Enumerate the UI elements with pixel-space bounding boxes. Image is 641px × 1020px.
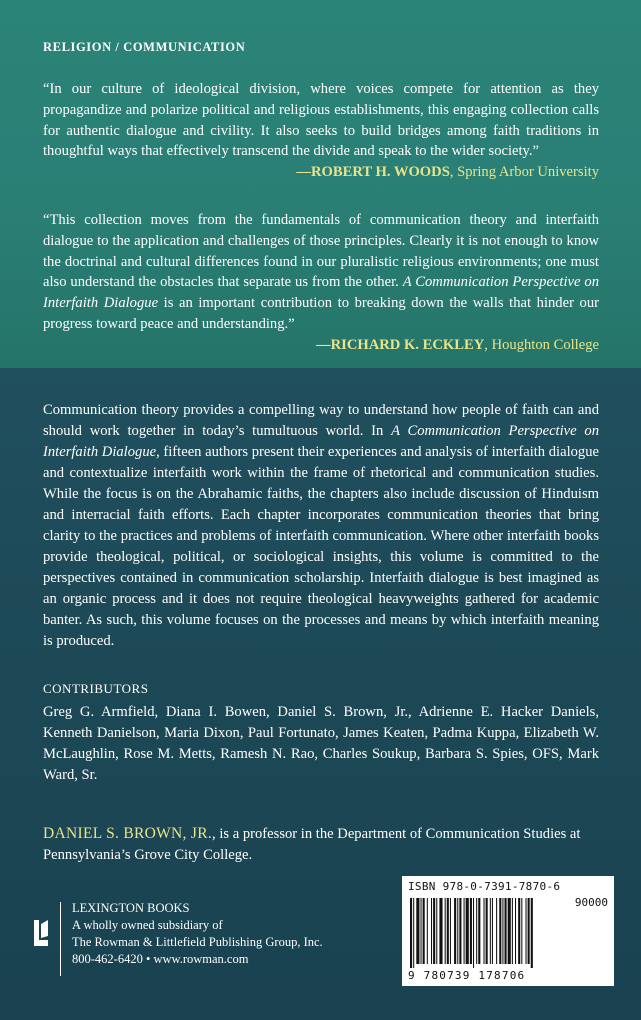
publisher-info (72, 900, 323, 968)
quote-2-text-before: “This collection moves from the fundamentals of communication theory and interfaith dialogue to the application and challenges of those principles. Clearly it is not enough to know the doctrinal and cultural differences found in our pluralistic religious environments; one must also understand the obstacles that separate us from the other. (43, 212, 599, 291)
quote-1-attribution (43, 162, 599, 183)
publisher-subsidiary: A wholly owned subsidiary of (72, 918, 223, 932)
book-description (43, 400, 599, 652)
quote-1-affiliation: , Spring Arbor University (449, 164, 599, 181)
quote-2-text-after: is an important contribution to breaking down the walls that hinder our progress toward peace and understanding.” (43, 295, 599, 332)
ean-digits: 9 780739 178706 (408, 969, 526, 982)
endorsement-quote-2 (43, 210, 599, 356)
editor-name: DANIEL S. BROWN, JR. (43, 825, 213, 842)
description-book-title: A Communication Perspective on Interfaith Dialogue (43, 423, 599, 460)
description-text-after: , fifteen authors present their experiences and analysis of interfaith dialogue and contextualize interfaith work within the frame of rhetorical and communication studies. While the focus is on the Abrahamic faiths, the chapters also include discussion of Hinduism and interracial faith efforts. Each chapter incorporates communication theories that bring clarity to the practices and problems of interfaith communication. Where other interfaith books provide theological, political, or sociological insights, this volume is committed to the perspectives contained in communication scholarship. Interfaith dialogue is best imagined as an organic process and it does not require theological heavyweights gathered for academic banter. As such, this volume focuses on the processes and means by which interfaith meaning is produced. (43, 444, 600, 649)
publisher-name: LEXINGTON BOOKS (72, 901, 190, 915)
price-code: 90000 (574, 896, 608, 909)
category-label: RELIGION / COMMUNICATION (43, 40, 246, 54)
publisher-contact: 800-462-6420 • www.rowman.com (72, 952, 249, 966)
isbn-label: ISBN 978-0-7391-7870-6 (408, 880, 561, 893)
barcode-box (402, 876, 614, 986)
quote-1-text: “In our culture of ideological division, where voices compete for attention as they propagandize and polarize political and religious establishments, this engaging collection calls for authentic dialogue and civility. It also seeks to build bridges among faith traditions in thoughtful ways that effectively transcend the divide and speak to the wider society.” (43, 81, 599, 160)
publisher-block (32, 900, 362, 990)
quote-2-attribution (43, 335, 599, 356)
endorsement-quote-1 (43, 79, 599, 183)
quote-2-book-title: A Communication Perspective on Interfaith Dialogue (43, 274, 599, 312)
editor-bio (43, 823, 599, 866)
contributors-list: Greg G. Armfield, Diana I. Bowen, Daniel S. Brown, Jr., Adrienne E. Hacker Daniels, Kenneth Danielson, Maria Dixon, Paul Fortunato, James Keaten, Padma Kuppa, Elizabeth W. McLaughlin, Rose M. Metts, Ramesh N. Rao, Charles Soukup, Barbara S. Spies, OFS, Mark Ward, Sr. (43, 704, 599, 783)
contributors-heading: CONTRIBUTORS (43, 681, 149, 696)
quote-1-author: —ROBERT H. WOODS (296, 164, 450, 181)
lexington-logo-icon (32, 918, 50, 948)
editor-bio-text: , is a professor in the Department of Communication Studies at Pennsylvania’s Grove City College. (43, 826, 581, 863)
barcode-image (408, 898, 566, 968)
publisher-parent: The Rowman & Littlefield Publishing Group, Inc. (72, 935, 323, 949)
description-text-before: Communication theory provides a compelling way to understand how people of faith can and should work together in today’s tumultuous world. In (43, 402, 599, 439)
quote-2-affiliation: , Houghton College (484, 336, 599, 353)
quote-2-author: —RICHARD K. ECKLEY (316, 336, 485, 353)
publisher-divider (60, 902, 61, 976)
